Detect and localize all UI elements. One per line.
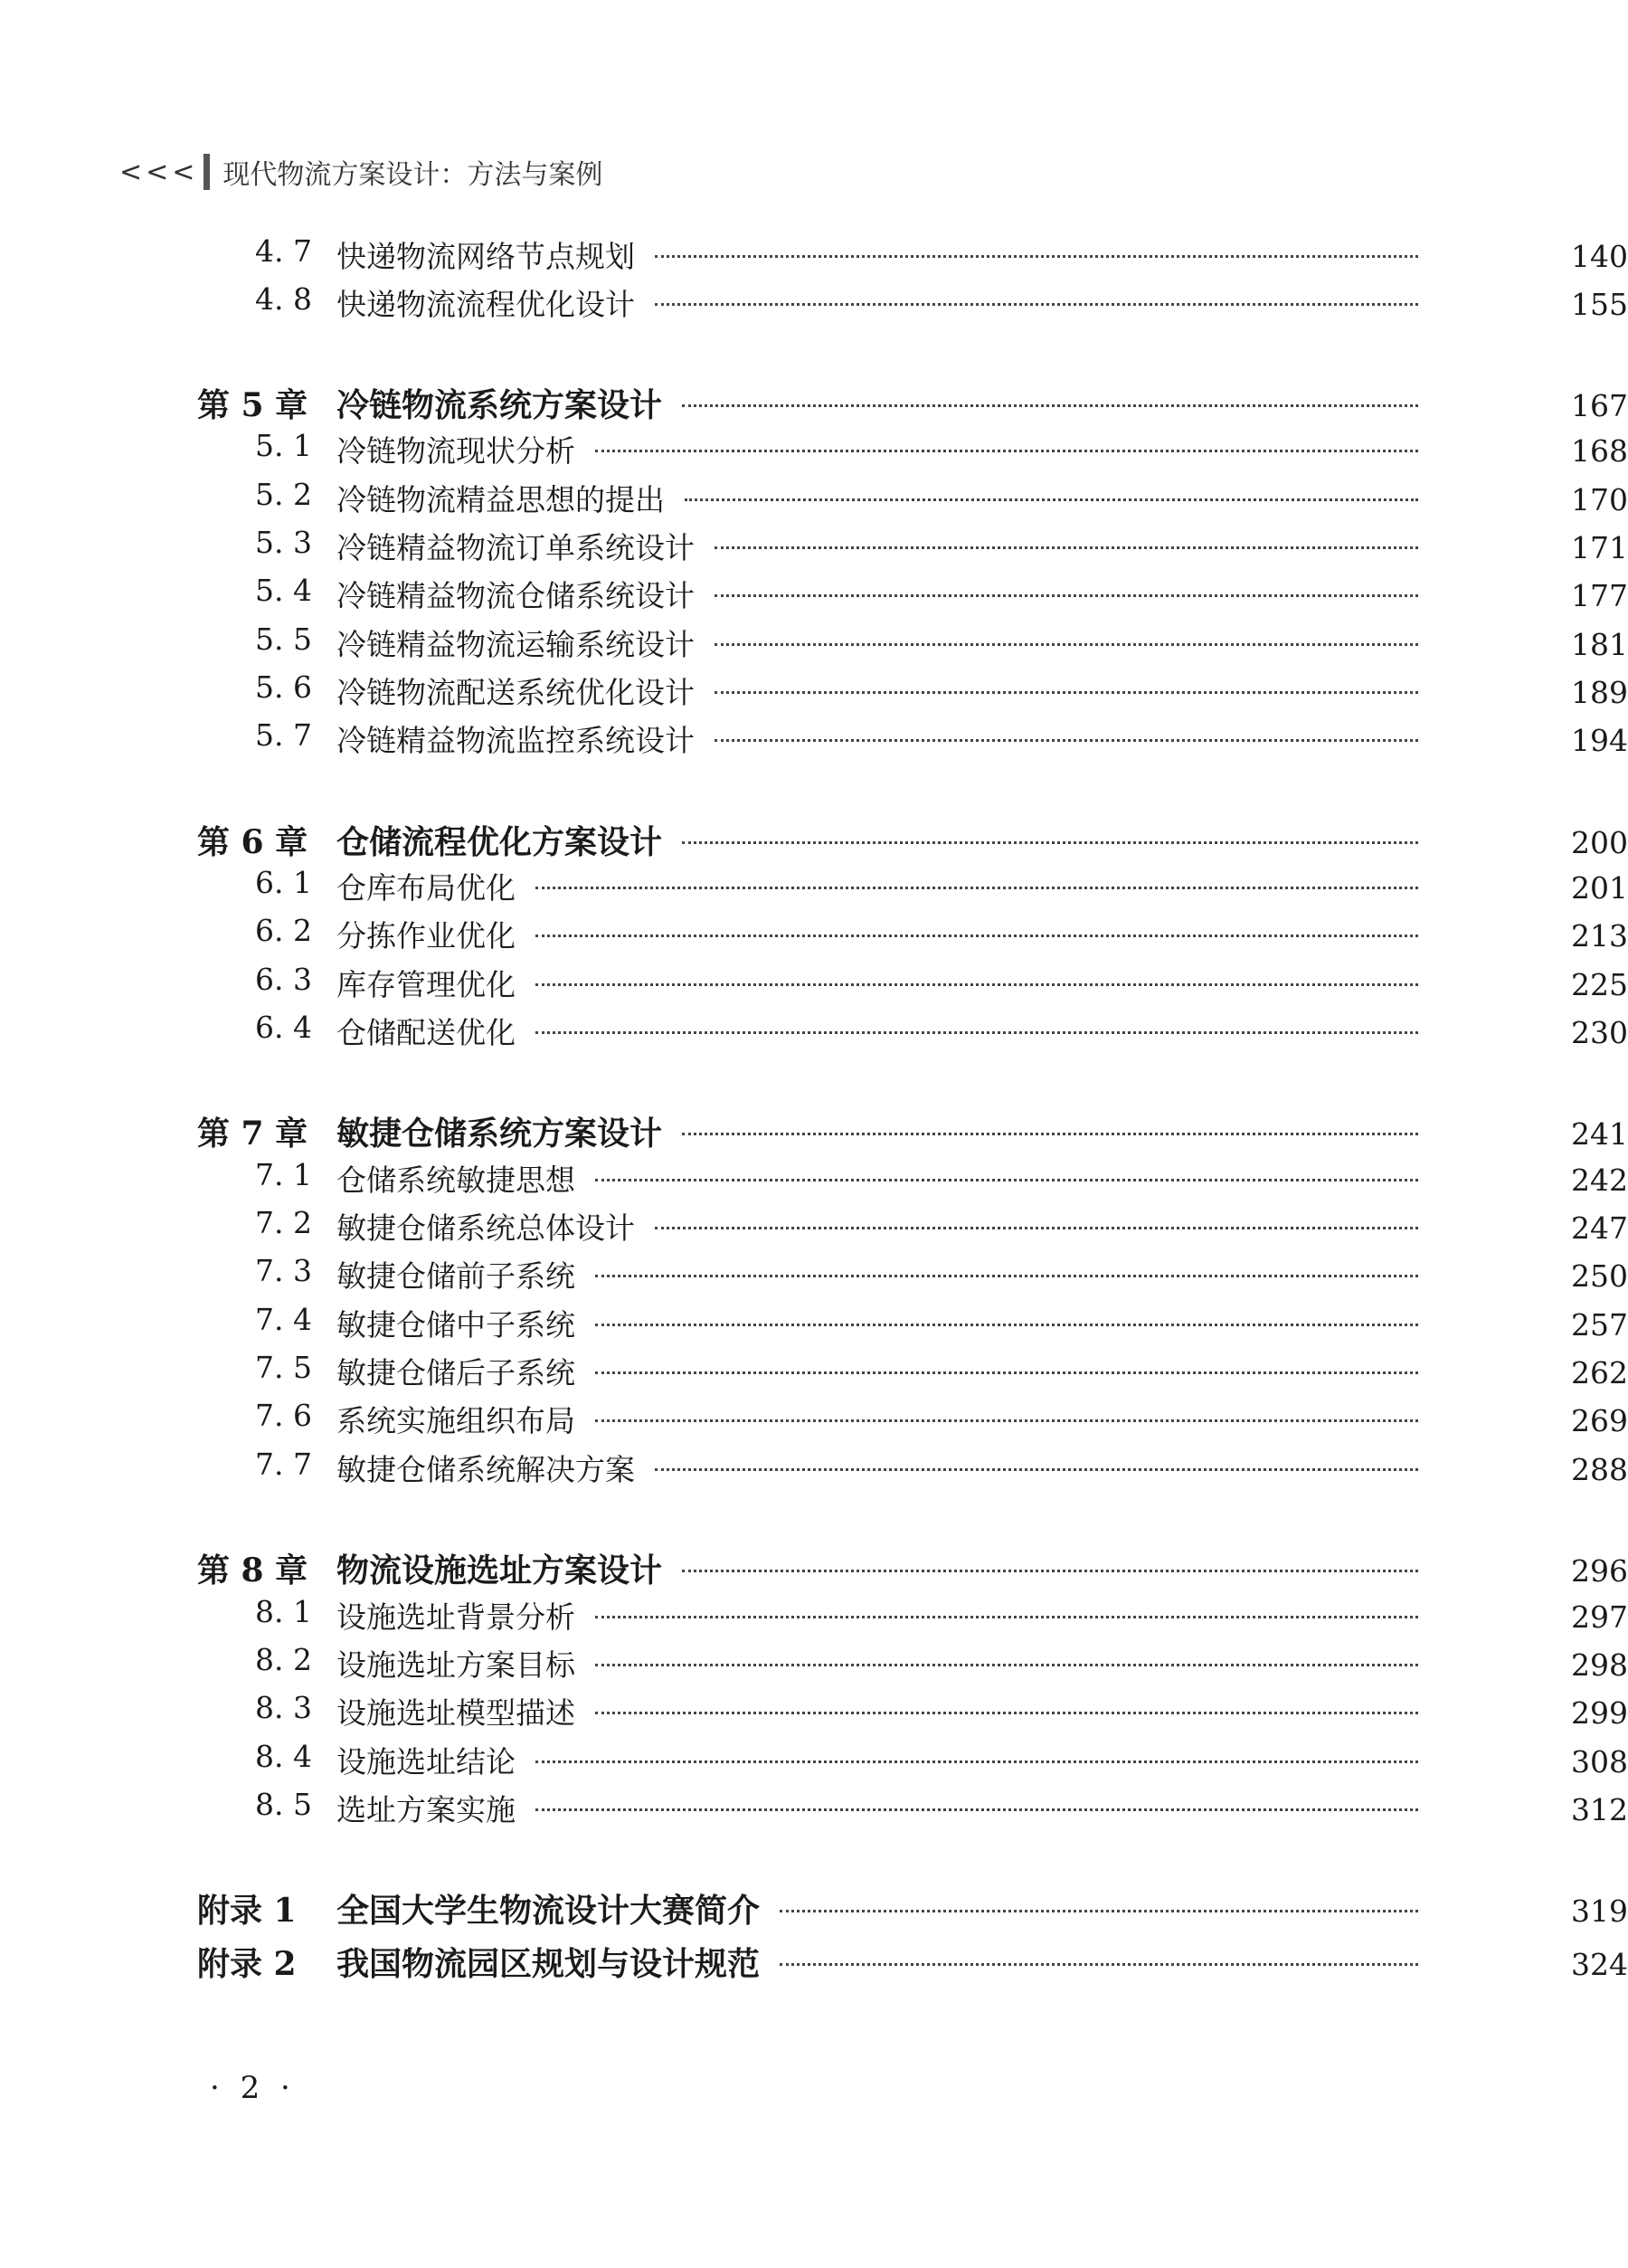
toc-entry-page: 250 <box>1571 1258 1628 1294</box>
dot-leader <box>535 887 1418 889</box>
book-title: 现代物流方案设计：方法与案例 <box>222 159 603 191</box>
toc-chapter-entry[interactable] <box>0 1885 1628 1931</box>
toc-entry-title: 敏捷仓储系统解决方案 <box>336 1452 635 1487</box>
toc-entry-page: 194 <box>1571 723 1628 758</box>
toc-entry-title: 冷链物流现状分析 <box>336 433 575 469</box>
toc-entry-page: 168 <box>1571 433 1628 469</box>
dot-leader <box>595 1712 1418 1714</box>
toc-entry-title: 敏捷仓储中子系统 <box>336 1307 575 1343</box>
toc-entry-title: 仓储配送优化 <box>336 1015 516 1050</box>
toc-entry-title: 冷链物流精益思想的提出 <box>336 482 665 517</box>
toc-entry-title: 仓库布局优化 <box>336 870 516 906</box>
toc-section-entry[interactable] <box>0 428 1628 470</box>
dot-leader <box>595 1616 1418 1618</box>
toc-entry-number: 5. 2 <box>255 477 312 512</box>
toc-entry-page: 247 <box>1571 1210 1628 1246</box>
toc-entry-page: 201 <box>1571 870 1628 906</box>
toc-entry-number: 7. 7 <box>255 1447 312 1482</box>
toc-entry-title: 敏捷仓储系统方案设计 <box>336 1115 663 1153</box>
toc-section-entry[interactable] <box>0 233 1628 276</box>
toc-section-entry[interactable] <box>0 477 1628 519</box>
toc-entry-page: 324 <box>1571 1947 1628 1982</box>
dot-leader <box>595 1275 1418 1277</box>
toc-section-entry[interactable] <box>0 622 1628 664</box>
toc-entry-title: 设施选址结论 <box>336 1744 516 1779</box>
toc-entry-page: 200 <box>1571 825 1628 860</box>
toc-entry-title: 冷链精益物流订单系统设计 <box>336 530 695 565</box>
toc-section-entry[interactable] <box>0 1690 1628 1732</box>
toc-entry-title: 冷链物流配送系统优化设计 <box>336 675 695 710</box>
toc-entry-page: 257 <box>1571 1307 1628 1343</box>
dot-leader <box>780 1910 1418 1912</box>
toc-section-entry[interactable] <box>0 1447 1628 1489</box>
dot-leader <box>682 1570 1418 1572</box>
dot-leader <box>780 1963 1418 1966</box>
toc-section-entry[interactable] <box>0 913 1628 955</box>
toc-section-entry[interactable] <box>0 865 1628 907</box>
toc-entry-title: 冷链精益物流运输系统设计 <box>336 627 695 662</box>
toc-entry-page: 181 <box>1571 627 1628 662</box>
toc-entry-number: 7. 4 <box>255 1302 312 1337</box>
toc-entry-page: 296 <box>1571 1553 1628 1589</box>
toc-entry-number: 4. 8 <box>255 281 312 317</box>
header-divider-bar <box>204 154 210 190</box>
toc-entry-title: 冷链精益物流仓储系统设计 <box>336 578 695 613</box>
toc-entry-page: 213 <box>1571 918 1628 954</box>
dot-leader <box>655 1468 1418 1471</box>
toc-entry-title: 冷链精益物流监控系统设计 <box>336 723 695 758</box>
dot-leader <box>715 643 1418 646</box>
toc-entry-title: 仓储流程优化方案设计 <box>336 823 663 861</box>
toc-entry-number: 8. 4 <box>255 1739 312 1774</box>
toc-section-entry[interactable] <box>0 525 1628 567</box>
toc-entry-page: 298 <box>1571 1647 1628 1683</box>
toc-entry-number: 5. 3 <box>255 525 312 560</box>
toc-entry-page: 312 <box>1571 1792 1628 1827</box>
back-arrows-icon: <<< <box>119 156 199 188</box>
toc-entry-title: 快递物流网络节点规划 <box>336 239 635 274</box>
toc-entry-page: 262 <box>1571 1355 1628 1390</box>
toc-entry-number: 7. 5 <box>255 1350 312 1385</box>
toc-section-entry[interactable] <box>0 669 1628 712</box>
toc-entry-number: 第 7 章 <box>197 1115 308 1153</box>
toc-entry-title: 选址方案实施 <box>336 1792 516 1827</box>
dot-leader <box>655 255 1418 258</box>
toc-entry-page: 242 <box>1571 1162 1628 1198</box>
toc-entry-number: 6. 2 <box>255 913 312 948</box>
toc-entry-number: 第 6 章 <box>197 823 308 861</box>
toc-entry-number: 6. 4 <box>255 1010 312 1045</box>
dot-leader <box>535 983 1418 986</box>
dot-leader <box>682 1133 1418 1135</box>
dot-leader <box>715 594 1418 597</box>
toc-chapter-entry[interactable] <box>0 1939 1628 1985</box>
dot-leader <box>535 935 1418 937</box>
toc-entry-title: 仓储系统敏捷思想 <box>336 1162 575 1198</box>
toc-entry-number: 8. 1 <box>255 1594 312 1629</box>
dot-leader <box>682 841 1418 844</box>
toc-entry-page: 230 <box>1571 1015 1628 1050</box>
toc-entry-page: 299 <box>1571 1695 1628 1731</box>
toc-entry-title: 我国物流园区规划与设计规范 <box>336 1945 761 1983</box>
toc-entry-number: 7. 3 <box>255 1253 312 1288</box>
toc-entry-title: 冷链物流系统方案设计 <box>336 386 663 424</box>
dot-leader <box>595 1371 1418 1374</box>
toc-entry-title: 快递物流流程优化设计 <box>336 287 635 322</box>
toc-section-entry[interactable] <box>0 1594 1628 1637</box>
toc-entry-page: 155 <box>1571 287 1628 322</box>
dot-leader <box>535 1031 1418 1034</box>
toc-entry-number: 7. 6 <box>255 1398 312 1433</box>
toc-entry-title: 敏捷仓储前子系统 <box>336 1258 575 1294</box>
toc-entry-number: 第 5 章 <box>197 386 308 424</box>
toc-entry-title: 敏捷仓储系统总体设计 <box>336 1210 635 1246</box>
dot-leader <box>685 498 1418 501</box>
running-header <box>119 152 602 192</box>
toc-entry-number: 7. 2 <box>255 1205 312 1240</box>
toc-entry-page: 171 <box>1571 530 1628 565</box>
dot-leader <box>535 1760 1418 1763</box>
dot-leader <box>655 303 1418 306</box>
dot-leader <box>595 1324 1418 1326</box>
toc-entry-number: 5. 1 <box>255 428 312 463</box>
toc-entry-page: 319 <box>1571 1893 1628 1929</box>
toc-entry-title: 敏捷仓储后子系统 <box>336 1355 575 1390</box>
toc-section-entry[interactable] <box>0 1739 1628 1781</box>
toc-chapter-entry[interactable] <box>0 380 1628 426</box>
toc-entry-page: 297 <box>1571 1599 1628 1635</box>
toc-entry-number: 6. 1 <box>255 865 312 900</box>
toc-section-entry[interactable] <box>0 962 1628 1004</box>
toc-entry-number: 5. 4 <box>255 573 312 608</box>
toc-entry-page: 308 <box>1571 1744 1628 1779</box>
toc-chapter-entry[interactable] <box>0 817 1628 863</box>
toc-section-entry[interactable] <box>0 717 1628 760</box>
toc-entry-title: 系统实施组织布局 <box>336 1403 575 1438</box>
toc-section-entry[interactable] <box>0 1642 1628 1684</box>
toc-entry-page: 170 <box>1571 482 1628 517</box>
toc-entry-number: 8. 2 <box>255 1642 312 1677</box>
toc-section-entry[interactable] <box>0 1302 1628 1344</box>
toc-entry-title: 库存管理优化 <box>336 967 516 1002</box>
toc-entry-page: 189 <box>1571 675 1628 710</box>
toc-entry-number: 6. 3 <box>255 962 312 997</box>
toc-section-entry[interactable] <box>0 1157 1628 1200</box>
toc-chapter-entry[interactable] <box>0 1545 1628 1591</box>
toc-entry-page: 225 <box>1571 967 1628 1002</box>
toc-entry-title: 分拣作业优化 <box>336 918 516 954</box>
dot-leader <box>595 450 1418 452</box>
toc-entry-number: 4. 7 <box>255 233 312 269</box>
dot-leader <box>715 739 1418 742</box>
toc-entry-title: 物流设施选址方案设计 <box>336 1552 663 1589</box>
dot-leader <box>595 1179 1418 1181</box>
toc-section-entry[interactable] <box>0 1398 1628 1440</box>
toc-entry-title: 设施选址模型描述 <box>336 1695 575 1731</box>
toc-section-entry[interactable] <box>0 281 1628 324</box>
dot-leader <box>715 691 1418 694</box>
toc-section-entry[interactable] <box>0 1350 1628 1392</box>
toc-entry-page: 269 <box>1571 1403 1628 1438</box>
dot-leader <box>595 1664 1418 1666</box>
toc-entry-page: 241 <box>1571 1116 1628 1152</box>
toc-section-entry[interactable] <box>0 573 1628 615</box>
dot-leader <box>715 546 1418 549</box>
toc-entry-number: 5. 5 <box>255 622 312 657</box>
toc-entry-number: 8. 5 <box>255 1787 312 1822</box>
toc-entry-number: 5. 6 <box>255 669 312 705</box>
toc-section-entry[interactable] <box>0 1010 1628 1052</box>
dot-leader <box>655 1227 1418 1229</box>
toc-entry-title: 全国大学生物流设计大赛简介 <box>336 1892 761 1930</box>
toc-entry-title: 设施选址背景分析 <box>336 1599 575 1635</box>
dot-leader <box>682 404 1418 407</box>
toc-entry-page: 140 <box>1571 239 1628 274</box>
toc-entry-title: 设施选址方案目标 <box>336 1647 575 1683</box>
toc-chapter-entry[interactable] <box>0 1108 1628 1154</box>
dot-leader <box>535 1808 1418 1811</box>
toc-entry-number: 7. 1 <box>255 1157 312 1192</box>
toc-section-entry[interactable] <box>0 1787 1628 1829</box>
toc-entry-number: 5. 7 <box>255 717 312 753</box>
dot-leader <box>595 1419 1418 1422</box>
toc-entry-page: 288 <box>1571 1452 1628 1487</box>
toc-entry-number: 8. 3 <box>255 1690 312 1725</box>
toc-entry-number: 第 8 章 <box>197 1552 308 1589</box>
page-number: · 2 · <box>210 2070 296 2106</box>
toc-entry-page: 167 <box>1571 388 1628 423</box>
toc-entry-number: 附录 1 <box>197 1892 297 1930</box>
toc-entry-number: 附录 2 <box>197 1945 297 1983</box>
toc-entry-page: 177 <box>1571 578 1628 613</box>
toc-section-entry[interactable] <box>0 1205 1628 1248</box>
toc-section-entry[interactable] <box>0 1253 1628 1295</box>
